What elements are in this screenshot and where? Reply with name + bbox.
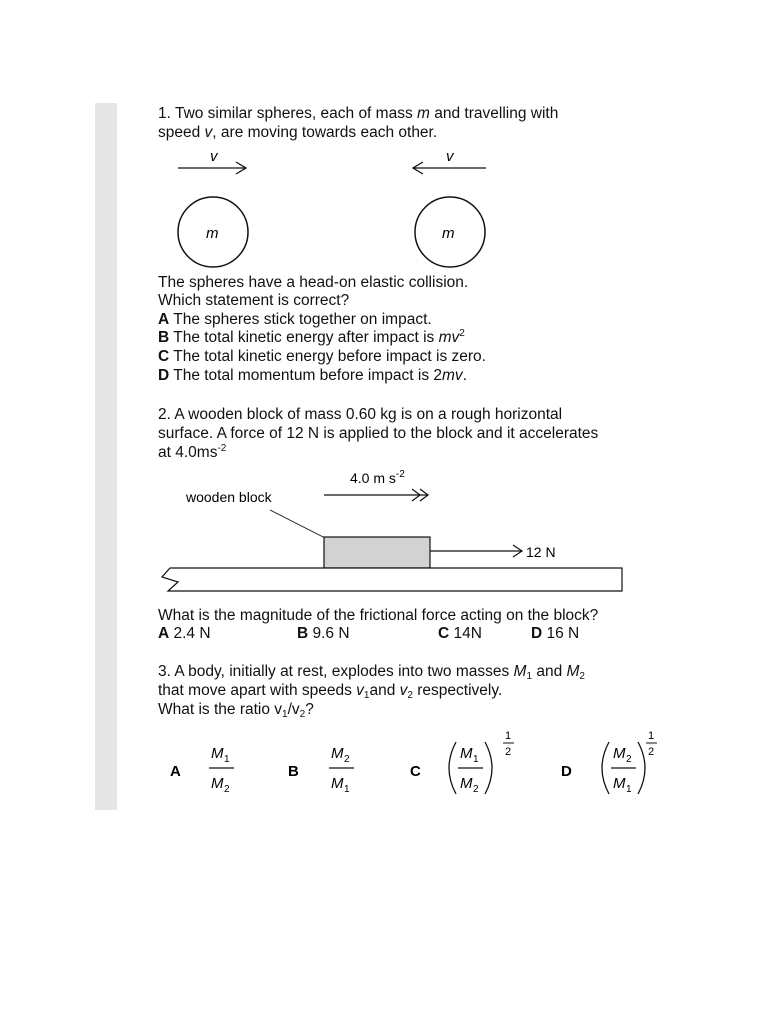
q3-options-figure xyxy=(0,725,768,810)
q1-option-d: D The total momentum before impact is 2mv. xyxy=(158,367,467,384)
q3-option-a-fraction xyxy=(209,745,234,795)
svg-text:2: 2 xyxy=(344,754,350,765)
svg-text:M: M xyxy=(460,775,473,792)
q1-option-b: B The total kinetic energy after impact is $mv^2$ xyxy=(158,328,465,346)
q2-force-label: 12 N xyxy=(526,544,556,560)
q1-v-right-label: v xyxy=(446,148,454,165)
svg-text:1: 1 xyxy=(626,784,632,795)
svg-text:1: 1 xyxy=(648,730,655,742)
svg-text:1: 1 xyxy=(505,730,512,742)
svg-text:1: 1 xyxy=(473,754,479,765)
q1-option-a: A The spheres stick together on impact. xyxy=(158,311,432,328)
rough-surface xyxy=(162,568,622,591)
q3-option-c-letter: C xyxy=(410,763,421,780)
q2-text-line2: surface. A force of 12 N is applied to the block and it accelerates xyxy=(158,425,599,442)
q2-option-d: D 16 N xyxy=(531,625,580,642)
q2-text-line1: 2. A wooden block of mass 0.60 kg is on a rough horizontal xyxy=(158,406,563,423)
svg-text:M: M xyxy=(211,775,224,792)
svg-text:M: M xyxy=(613,775,626,792)
q3-option-d-letter: D xyxy=(561,763,572,780)
sphere-right-mass-label: m xyxy=(442,225,455,242)
q2-figure xyxy=(0,460,768,600)
svg-text:2: 2 xyxy=(505,746,512,758)
svg-text:2: 2 xyxy=(626,754,632,765)
q1-text-line2: speed v, are moving towards each other. xyxy=(158,124,438,141)
svg-text:M: M xyxy=(211,745,224,762)
q2-accel-label: 4.0 m $s^{-2}$ xyxy=(350,469,405,486)
sphere-left-mass-label: m xyxy=(206,225,219,242)
q3-option-a-letter: A xyxy=(170,763,181,780)
q3-text-line1: 3. A body, initially at rest, explodes into two masses $M_1$ and $M_2$ xyxy=(158,663,585,682)
q3-option-c-fraction xyxy=(449,730,514,795)
q2-option-b: B 9.6 N xyxy=(297,625,350,642)
q1-option-c: C The total kinetic energy before impact is zero. xyxy=(158,348,486,365)
svg-text:2: 2 xyxy=(473,784,479,795)
q3-text-line3: What is the ratio $v_1/v_2$? xyxy=(158,701,314,720)
q2-block-label: wooden block xyxy=(186,489,272,505)
svg-text:M: M xyxy=(331,745,344,762)
svg-text:1: 1 xyxy=(224,754,230,765)
q1-statement1: The spheres have a head-on elastic collision. xyxy=(158,274,469,291)
q1-text-line1: 1. Two similar spheres, each of mass m and travelling with xyxy=(158,105,559,122)
svg-text:1: 1 xyxy=(344,784,350,795)
svg-text:M: M xyxy=(613,745,626,762)
q1-statement2: Which statement is correct? xyxy=(158,292,350,309)
svg-text:2: 2 xyxy=(224,784,230,795)
q2-option-c: C 14N xyxy=(438,625,482,642)
q1-figure xyxy=(0,0,768,280)
q2-option-a: A 2.4 N xyxy=(158,625,211,642)
q3-option-b-fraction xyxy=(329,745,354,795)
q1-v-left-label: v xyxy=(210,148,218,165)
wooden-block xyxy=(324,537,430,568)
q2-text-line3: at $4.0ms^{-2}$ xyxy=(158,443,227,461)
q2-question: What is the magnitude of the frictional force acting on the block? xyxy=(158,607,599,624)
q3-text-line2: that move apart with speeds $v_1and$ $v_2$ respectively. xyxy=(158,682,503,701)
force-arrow-icon xyxy=(430,545,522,557)
q3-option-b-letter: B xyxy=(288,763,299,780)
svg-text:2: 2 xyxy=(648,746,655,758)
acceleration-arrow-icon xyxy=(324,489,428,501)
q3-option-d-fraction xyxy=(602,730,657,795)
svg-text:M: M xyxy=(331,775,344,792)
svg-text:M: M xyxy=(460,745,473,762)
